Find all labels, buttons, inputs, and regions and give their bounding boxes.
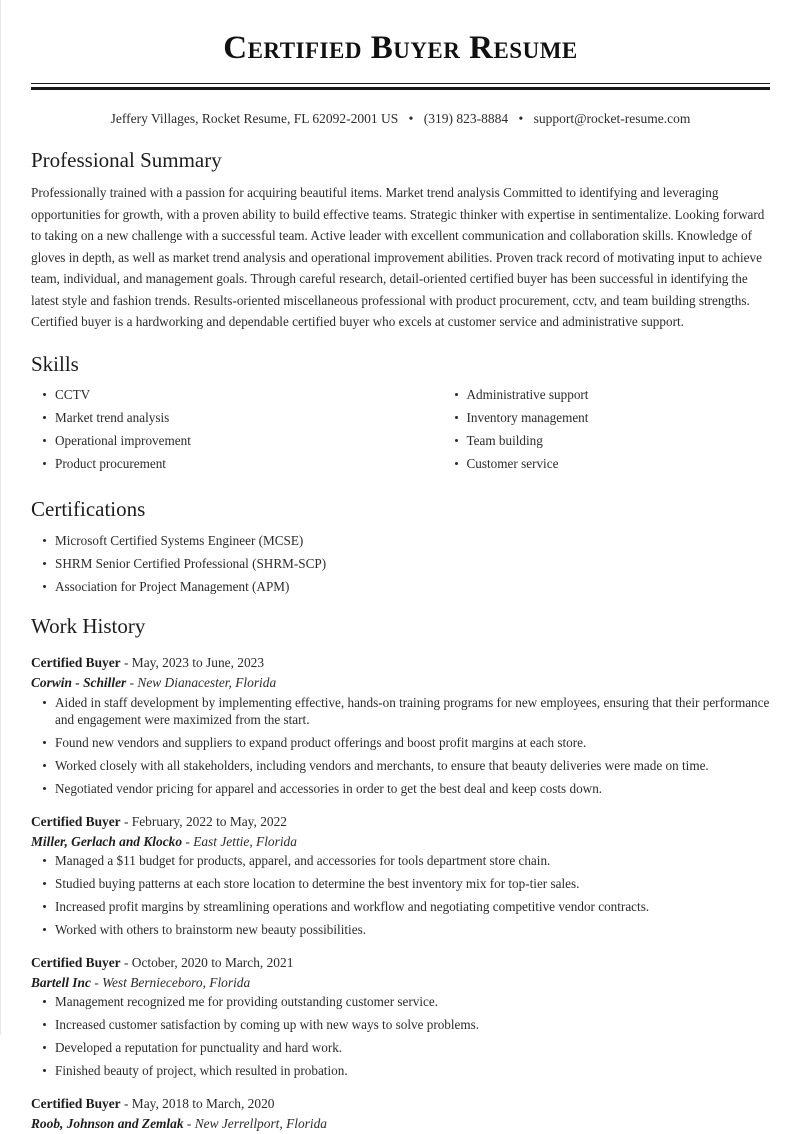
job-role: Certified Buyer [31,954,121,970]
list-item: Administrative support [443,386,771,404]
skills-columns [31,386,770,478]
list-item: Found new vendors and suppliers to expand product offerings and boost profit margins at each store. [31,734,770,752]
job-company: Miller, Gerlach and Klocko [31,833,183,849]
list-item: Finished beauty of project, which resulted in probation. [31,1062,770,1080]
list-item: CCTV [31,386,401,404]
work-history-entry [31,953,770,1080]
contact-email: support@rocket-resume.com [533,111,691,127]
list-item: Market trend analysis [31,409,401,427]
section-heading-work-history: Work History [31,614,146,639]
job-company-line: Roob, Johnson and Zemlak - New Jerrellport, Florida [31,1115,327,1131]
list-item: Operational improvement [31,432,401,450]
list-item: Developed a reputation for punctuality and hard work. [31,1039,770,1057]
skills-column-right [401,386,771,478]
list-item: Inventory management [443,409,771,427]
list-item: Team building [443,432,771,450]
job-dates: May, 2018 to March, 2020 [131,1095,275,1111]
contact-phone: (319) 823-8884 [423,111,509,127]
list-item: Negotiated vendor pricing for apparel and accessories in order to get the best deal and keep costs down. [31,780,770,798]
list-item: Increased profit margins by streamlining operations and workflow and negotiating competitive vendor contracts. [31,898,770,916]
job-role: Certified Buyer [31,655,121,671]
job-company-line: Bartell Inc - West Bernieceboro, Florida [31,974,251,990]
list-item: Increased customer satisfaction by coming up with new ways to solve problems. [31,1016,770,1034]
job-company-line: Miller, Gerlach and Klocko - East Jettie, Florida [31,833,297,849]
job-title-line: Certified Buyer - May, 2018 to March, 2020 [31,1095,275,1111]
job-bullets [31,852,770,939]
list-item: Studied buying patterns at each store location to determine the best inventory mix for top-tier sales. [31,875,770,893]
job-company: Bartell Inc [31,974,91,990]
contact-separator-1: • [408,111,414,127]
job-company: Roob, Johnson and Zemlak [31,1115,184,1131]
job-location: New Dianacester, Florida [137,675,277,691]
section-heading-certifications: Certifications [31,497,146,522]
section-heading-summary: Professional Summary [31,148,222,173]
contact-separator-2: • [518,111,524,127]
header-divider [31,83,770,90]
list-item: SHRM Senior Certified Professional (SHRM-SCP) [31,555,770,573]
work-history-entry [31,812,770,939]
skills-column-left [31,386,401,478]
list-item: Aided in staff development by implementing effective, hands-on training programs for new employees, ensuring that their performance and engagement were maximized from the start. [31,694,770,729]
list-item: Customer service [443,455,771,473]
work-history-entry [31,653,770,797]
summary-paragraph: Professionally trained with a passion for acquiring beautiful items. Market trend analysis Committed to identifying and leveraging opportunities for growth, with a proven ability to build effective teams. Strategic thinker with expertise in sentimentalize. Looking forward to taking on a new challenge with a successful team. Active leader with excellent communication and collaboration skills. Knowledge of gloves in depth, as well as market trend analysis and operational improvement abilities. Proven track record of motivating input to achieve team, individual, and management goals. Through careful research, detail-oriented certified buyer has been successful in identifying the latest style and fashion trends. Results-oriented miscellaneous professional with product procurement, cctv, and team building strengths. Certified buyer is a hardworking and dependable certified buyer who excels at customer service and administrative support. [31,185,765,330]
job-company-line: Corwin - Schiller - New Dianacester, Florida [31,675,277,691]
job-location: New Jerrellport, Florida [194,1115,327,1131]
skills-list-left [31,386,401,473]
list-item: Worked closely with all stakeholders, including vendors and merchants, to ensure that beauty deliveries were made on time. [31,757,770,775]
list-item: Management recognized me for providing outstanding customer service. [31,993,770,1011]
list-item: Managed a $11 budget for products, apparel, and accessories for tools department store chain. [31,852,770,870]
job-dates: February, 2022 to May, 2022 [131,813,287,829]
list-item: Association for Project Management (APM) [31,578,770,596]
list-item: Microsoft Certified Systems Engineer (MCSE) [31,532,770,550]
list-item: Product procurement [31,455,401,473]
contact-line [31,110,770,129]
work-history-entry [31,1094,770,1134]
job-bullets [31,993,770,1080]
job-title-line: Certified Buyer - October, 2020 to March, 2021 [31,954,294,970]
job-role: Certified Buyer [31,813,121,829]
certifications-list [31,532,770,596]
section-heading-skills: Skills [31,351,79,376]
job-location: East Jettie, Florida [193,833,297,849]
section-professional-summary [31,148,770,333]
job-dates: May, 2023 to June, 2023 [131,655,265,671]
job-title-line: Certified Buyer - May, 2023 to June, 2023 [31,655,265,671]
contact-address: Jeffery Villages, Rocket Resume, FL 62092-2001 US [110,111,399,127]
skills-list-right [443,386,771,473]
job-title-line: Certified Buyer - February, 2022 to May, 2022 [31,813,287,829]
job-role: Certified Buyer [31,1095,121,1111]
section-certifications [31,497,770,595]
job-company: Corwin - Schiller [31,675,127,691]
section-skills [31,352,770,478]
list-item: Worked with others to brainstorm new beauty possibilities. [31,921,770,939]
job-dates: October, 2020 to March, 2021 [131,954,294,970]
page-title: Certified Buyer Resume [223,30,578,66]
job-location: West Bernieceboro, Florida [102,974,251,990]
section-work-history [31,614,770,1134]
job-bullets [31,694,770,798]
